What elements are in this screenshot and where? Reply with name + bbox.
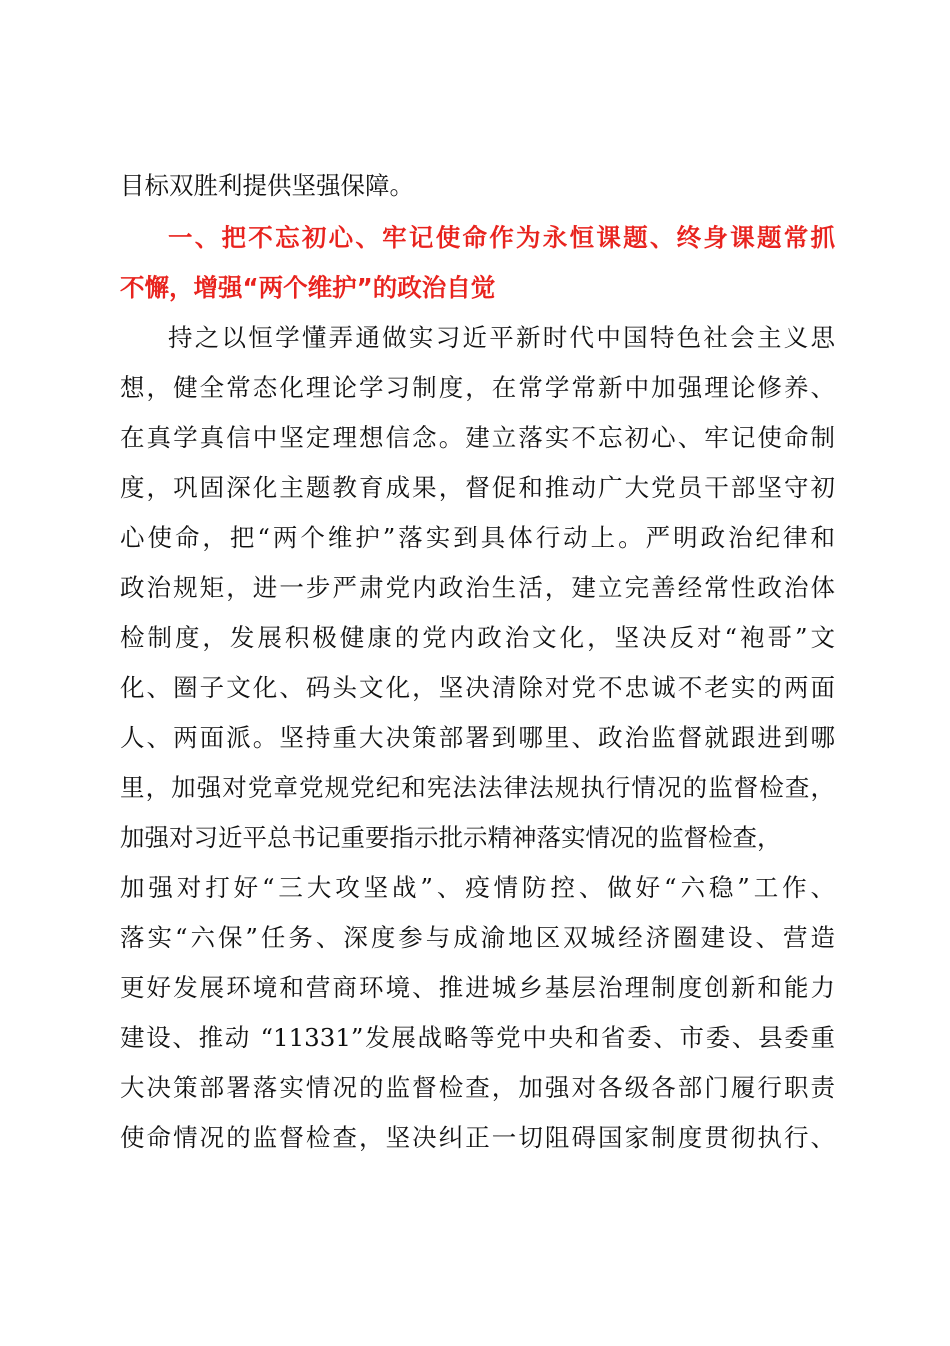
paragraph-line: 心使命，把“两个维护”落实到具体行动上。严明政治纪律和: [120, 523, 835, 552]
paragraph-line: 更好发展环境和营商环境、推进城乡基层治理制度创新和能力: [120, 973, 835, 1002]
paragraph-line: 落实“六保”任务、深度参与成渝地区双城经济圈建设、营造: [120, 923, 835, 952]
paragraph-line: 检制度，发展积极健康的党内政治文化，坚决反对“袍哥”文: [120, 623, 835, 652]
paragraph-line: 建设、推动 “11331”发展战略等党中央和省委、市委、县委重: [120, 1023, 835, 1052]
paragraph-line: 政治规矩，进一步严肃党内政治生活，建立完善经常性政治体: [120, 573, 835, 602]
paragraph-line: 大决策部署落实情况的监督检查，加强对各级各部门履行职责: [120, 1073, 835, 1102]
paragraph-line: 里，加强对党章党规党纪和宪法法律法规执行情况的监督检查，: [120, 773, 835, 802]
paragraph-line: 使命情况的监督检查，坚决纠正一切阻碍国家制度贯彻执行、: [120, 1123, 835, 1152]
paragraph-line: 加强对打好“三大攻坚战”、疫情防控、做好“六稳”工作、: [120, 873, 835, 902]
paragraph-line: 在真学真信中坚定理想信念。建立落实不忘初心、牢记使命制: [120, 423, 835, 452]
paragraph-line: 想，健全常态化理论学习制度，在常学常新中加强理论修养、: [120, 373, 835, 402]
paragraph-line: 持之以恒学懂弄通做实习近平新时代中国特色社会主义思: [168, 323, 835, 352]
heading-line: 不懈，增强“两个维护”的政治自觉: [120, 273, 496, 302]
continuation-line: 目标双胜利提供坚强保障。: [120, 171, 414, 200]
paragraph-line: 化、圈子文化、码头文化，坚决清除对党不忠诚不老实的两面: [120, 673, 835, 702]
heading-line: 一、把不忘初心、牢记使命作为永恒课题、终身课题常抓: [168, 223, 835, 252]
paragraph-line: 加强对习近平总书记重要指示批示精神落实情况的监督检查，: [120, 823, 782, 852]
paragraph-line: 度，巩固深化主题教育成果，督促和推动广大党员干部坚守初: [120, 473, 835, 502]
paragraph-line: 人、两面派。坚持重大决策部署到哪里、政治监督就跟进到哪: [120, 723, 835, 752]
